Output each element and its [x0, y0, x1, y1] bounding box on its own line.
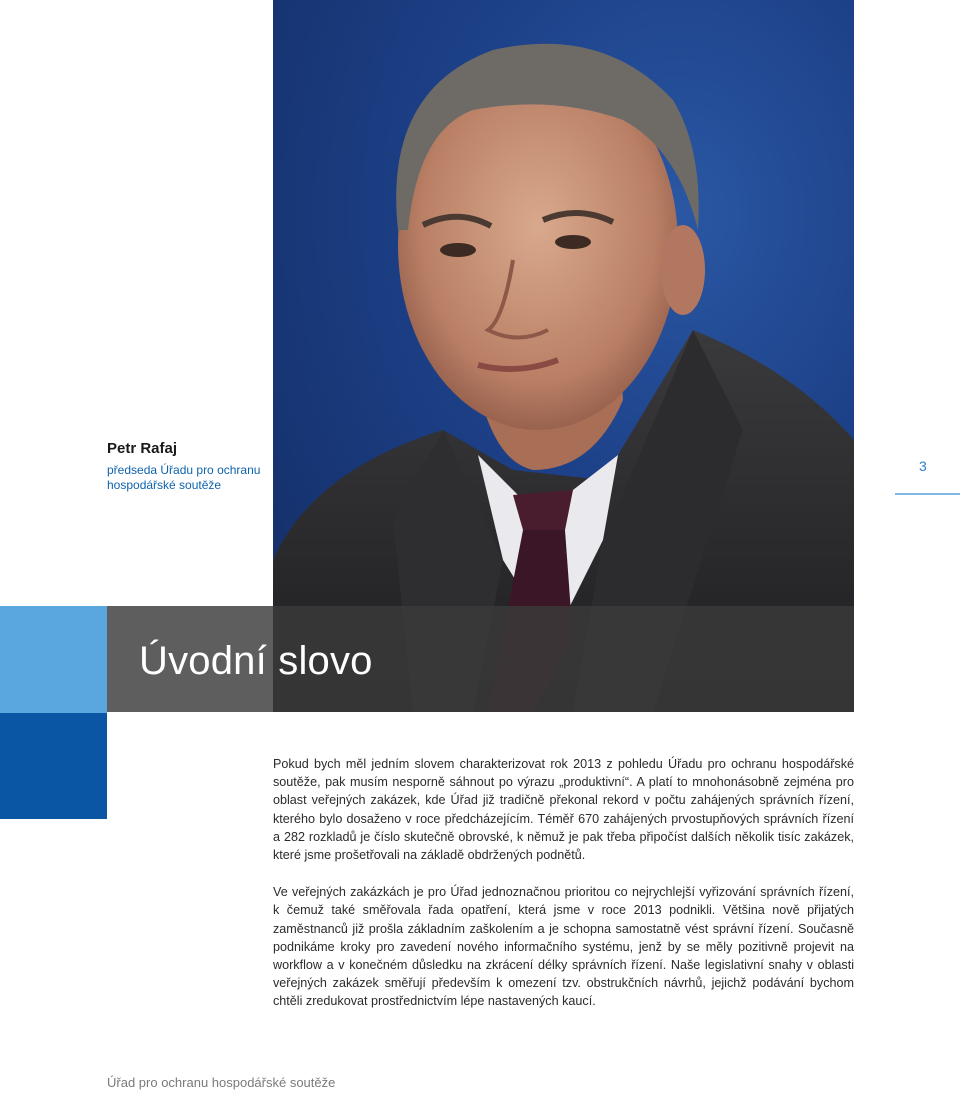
author-block: [107, 440, 277, 493]
decorative-square-dark: [0, 713, 107, 819]
footer-text: Úřad pro ochranu hospodářské soutěže: [107, 1075, 336, 1090]
title-band: [107, 606, 854, 712]
decorative-square-light: [0, 606, 107, 713]
author-role-line-1: předseda Úřadu pro ochranu: [107, 463, 261, 477]
page-number-rule: [895, 493, 960, 495]
author-role-line-2: hospodářské soutěže: [107, 478, 222, 492]
author-role: [107, 463, 277, 493]
paragraph-2: Ve veřejných zakázkách je pro Úřad jednoznačnou prioritou co nejrychlejší vyřizování správních řízení, k čemuž také směřovala řada opatření, která jsme v roce 2013 podnikli. Většina nově přijatých zaměstnanců již prošla základním zaškolením a je schopna samostatně vést správní řízení. Současně podnikáme kroky pro zavedení nového informačního systému, jenž by se měly pozitivně projevit na workflow a v konečném důsledku na zkrácení délky správních řízení. Naše legislativní snahy v oblasti veřejných zakázek směřují především k omezení tzv. obstrukčních návrhů, jejichž podávání bychom chtěli zredukovat prostřednictvím lépe nastavených kaucí.: [273, 885, 854, 1009]
author-name: Petr Rafaj: [107, 440, 178, 457]
page-number: 3: [919, 458, 927, 474]
paragraph-1: Pokud bych měl jedním slovem charakterizovat rok 2013 z pohledu Úřadu pro ochranu hospodářské soutěže, pak musím nesporně sáhnout po výrazu „produktivní“. A platí to mnohonásobně zejména pro oblast veřejných zakázek, kde Úřad již tradičně překonal rekord v počtu zahájených správních řízení, kterého bylo dosaženo v roce předcházejícím. Téměř 670 zahájených prvostupňových správních řízení a 282 rozkladů je číslo skutečně obrovské, k němuž je pak třeba připočíst dalších několik tisíc zakázek, které jsme prošetřovali na základě obdržených podnětů.: [273, 757, 854, 863]
page-title: Úvodní slovo: [139, 639, 373, 683]
body-text: [273, 755, 854, 1030]
